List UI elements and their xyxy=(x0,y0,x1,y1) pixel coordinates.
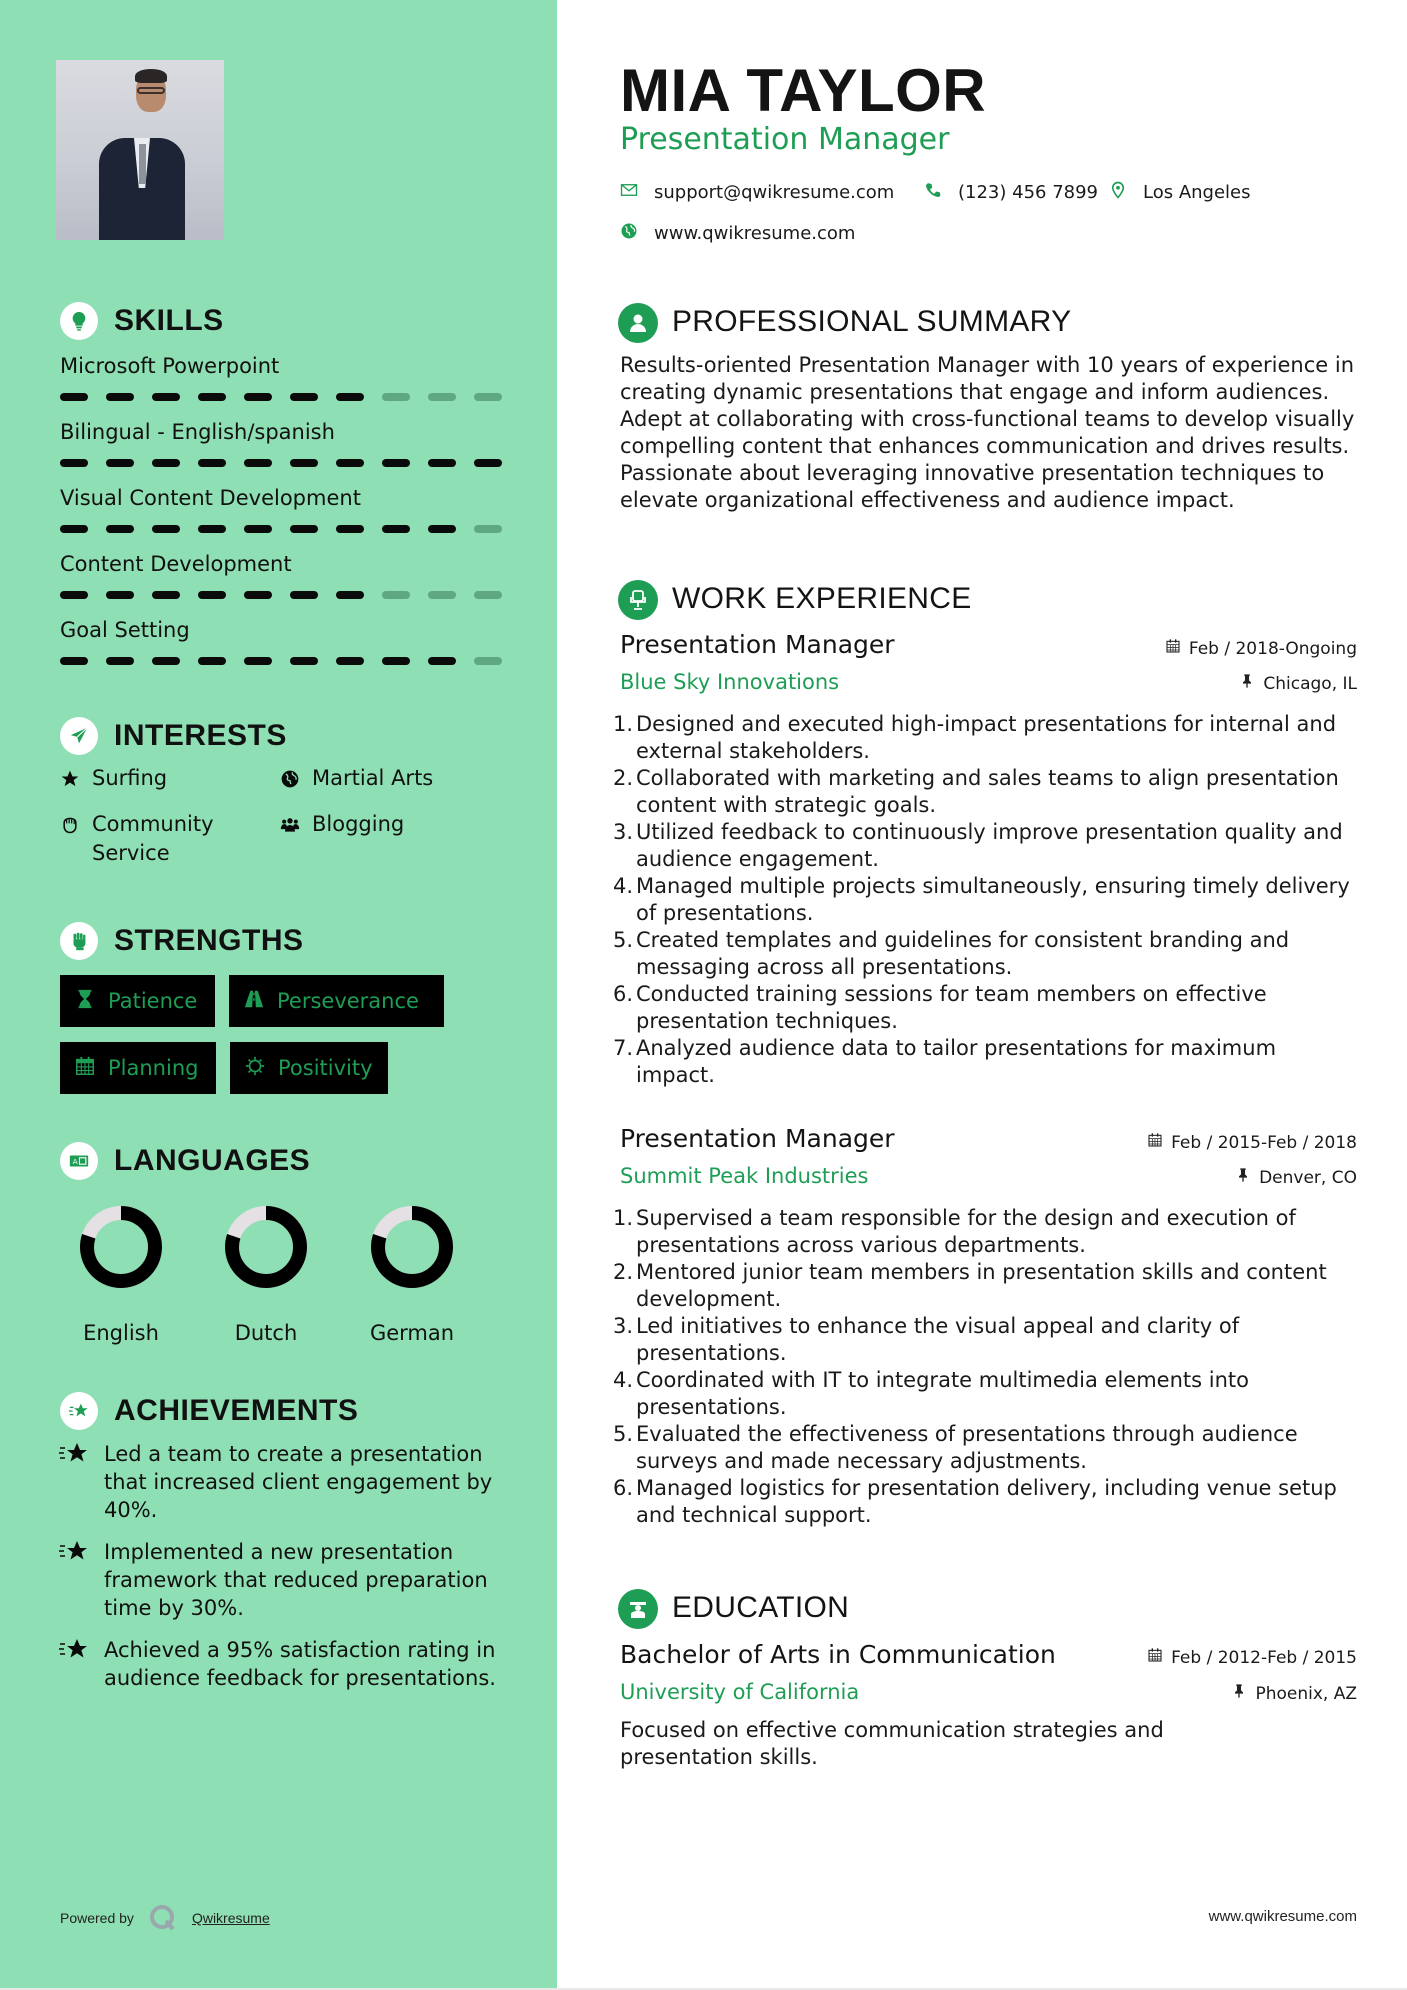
skill-level-segment xyxy=(428,459,456,467)
skill-level-segment xyxy=(152,459,180,467)
star-badge-icon xyxy=(58,1538,90,1566)
skill-level-segment xyxy=(336,393,364,401)
paper-plane-icon xyxy=(60,717,98,755)
language-proficiency-donut xyxy=(370,1205,454,1289)
job-dates: Feb / 2018-Ongoing xyxy=(1165,638,1357,659)
office-chair-icon xyxy=(618,580,658,620)
skill-level-segment xyxy=(382,591,410,599)
skill-level-segment xyxy=(60,591,88,599)
skill-rating-bar xyxy=(60,459,502,467)
skill-level-segment xyxy=(428,393,456,401)
candidate-role: Presentation Manager xyxy=(620,122,950,157)
interest-item: Community Service xyxy=(58,810,214,868)
responsibility-item: 2. Mentored junior team members in presentation skills and content development. xyxy=(612,1260,1327,1311)
interest-item: Martial Arts xyxy=(278,764,433,793)
sun-icon xyxy=(244,1055,266,1082)
skill-level-segment xyxy=(474,459,502,467)
education-heading: EDUCATION xyxy=(672,1591,850,1624)
skill-level-segment xyxy=(106,459,134,467)
education-dates: Feb / 2012-Feb / 2015 xyxy=(1147,1647,1357,1668)
skill-level-segment xyxy=(428,657,456,665)
pushpin-icon xyxy=(1235,1167,1251,1188)
responsibility-item: 5. Created templates and guidelines for consistent branding and messaging across all presentations. xyxy=(612,928,1290,979)
users-icon xyxy=(278,810,302,839)
responsibility-item: 4. Managed multiple projects simultaneously, ensuring timely delivery of presentations. xyxy=(612,874,1350,925)
responsibility-item: 5. Evaluated the effectiveness of presentations through audience surveys and made necessary adjustments. xyxy=(612,1422,1298,1473)
hourglass-icon xyxy=(74,988,96,1015)
candidate-name: MIA TAYLOR xyxy=(620,57,987,124)
translate-icon xyxy=(60,1142,98,1180)
company-name: Summit Peak Industries xyxy=(620,1164,869,1188)
achievements-heading: ACHIEVEMENTS xyxy=(114,1394,359,1427)
skill-level-segment xyxy=(198,459,226,467)
qwikresume-logo-icon xyxy=(148,1903,178,1933)
road-icon xyxy=(243,988,265,1015)
skill-level-segment xyxy=(428,591,456,599)
skill-level-segment xyxy=(290,657,318,665)
language-item: English xyxy=(76,1205,166,1345)
calendar-icon xyxy=(1147,1647,1163,1668)
powered-by: Powered by Qwikresume xyxy=(60,1903,270,1933)
responsibility-item: 4. Coordinated with IT to integrate multimedia elements into presentations. xyxy=(612,1368,1249,1419)
skill-level-segment xyxy=(198,657,226,665)
skill-level-segment xyxy=(290,591,318,599)
job-dates: Feb / 2015-Feb / 2018 xyxy=(1147,1132,1357,1153)
star-badge-icon xyxy=(58,1636,90,1664)
responsibility-item: 3. Led initiatives to enhance the visual appeal and clarity of presentations. xyxy=(612,1314,1240,1365)
education-description: Focused on effective communication strategies and presentation skills. xyxy=(620,1718,1164,1769)
skill-level-segment xyxy=(474,591,502,599)
contact-website: www.qwikresume.com xyxy=(620,222,855,245)
skill-level-segment xyxy=(198,591,226,599)
skill-label: Microsoft Powerpoint xyxy=(60,354,280,378)
globe-icon xyxy=(620,222,638,245)
interest-item: Blogging xyxy=(278,810,404,839)
sidebar xyxy=(0,0,557,1988)
skill-level-segment xyxy=(198,393,226,401)
qwikresume-link[interactable]: Qwikresume xyxy=(191,1910,270,1926)
skill-level-segment xyxy=(244,591,272,599)
strengths-heading: STRENGTHS xyxy=(114,924,304,957)
skill-level-segment xyxy=(60,657,88,665)
school-name: University of California xyxy=(620,1680,860,1704)
skill-level-segment xyxy=(152,525,180,533)
calendar-icon xyxy=(1165,638,1181,659)
graduate-icon xyxy=(618,1589,658,1629)
map-pin-icon xyxy=(1109,181,1127,204)
skill-level-segment xyxy=(106,657,134,665)
strength-badge: Planning xyxy=(60,1042,216,1094)
skill-level-segment xyxy=(106,393,134,401)
skill-label: Visual Content Development xyxy=(60,486,361,510)
job-title: Presentation Manager xyxy=(620,630,895,659)
responsibility-item: 7. Analyzed audience data to tailor presentations for maximum impact. xyxy=(612,1036,1277,1087)
achievement-item: Implemented a new presentation framework that reduced preparation time by 30%. xyxy=(58,1538,498,1622)
skill-rating-bar xyxy=(60,525,502,533)
skill-level-segment xyxy=(152,393,180,401)
strength-badge: Positivity xyxy=(230,1042,388,1094)
skill-level-segment xyxy=(336,525,364,533)
job-responsibilities xyxy=(612,711,1360,1089)
skill-level-segment xyxy=(60,393,88,401)
skill-level-segment xyxy=(152,591,180,599)
skill-level-segment xyxy=(474,657,502,665)
pushpin-icon xyxy=(1239,673,1255,694)
languages-heading: LANGUAGES xyxy=(114,1144,311,1177)
pushpin-icon xyxy=(1231,1683,1247,1704)
responsibility-item: 2. Collaborated with marketing and sales teams to align presentation content with strategic goals. xyxy=(612,766,1339,817)
profile-photo xyxy=(56,60,224,240)
skill-level-segment xyxy=(198,525,226,533)
skills-heading: SKILLS xyxy=(114,304,224,337)
hand-icon xyxy=(58,810,82,839)
achievement-item: Achieved a 95% satisfaction rating in audience feedback for presentations. xyxy=(58,1636,498,1692)
job-location: Chicago, IL xyxy=(1239,673,1357,694)
strength-badge: Patience xyxy=(60,975,215,1027)
user-icon xyxy=(618,303,658,343)
language-proficiency-donut xyxy=(224,1205,308,1289)
skill-level-segment xyxy=(428,525,456,533)
experience-heading: WORK EXPERIENCE xyxy=(672,582,972,615)
calendar-icon xyxy=(1147,1132,1163,1153)
strength-badge: Perseverance xyxy=(229,975,444,1027)
skill-level-segment xyxy=(382,657,410,665)
degree-title: Bachelor of Arts in Communication xyxy=(620,1640,1056,1669)
responsibility-item: 1. Supervised a team responsible for the design and execution of presentations across various departments. xyxy=(612,1206,1296,1257)
skill-level-segment xyxy=(60,459,88,467)
star-badge-icon xyxy=(60,1392,98,1430)
lightbulb-icon xyxy=(60,302,98,340)
skill-level-segment xyxy=(474,525,502,533)
responsibility-item: 1. Designed and executed high-impact presentations for internal and external stakeholders. xyxy=(612,712,1337,763)
skill-rating-bar xyxy=(60,393,502,401)
skill-level-segment xyxy=(106,525,134,533)
fist-icon xyxy=(60,922,98,960)
responsibility-item: 6. Conducted training sessions for team members on effective presentation techniques. xyxy=(612,982,1267,1033)
skill-level-segment xyxy=(244,459,272,467)
language-item: German xyxy=(367,1205,457,1345)
skill-level-segment xyxy=(290,393,318,401)
contact-phone: (123) 456 7899 xyxy=(924,181,1098,204)
skill-level-segment xyxy=(60,525,88,533)
job-location: Denver, CO xyxy=(1235,1167,1357,1188)
skill-level-segment xyxy=(152,657,180,665)
company-name: Blue Sky Innovations xyxy=(620,670,840,694)
achievement-item: Led a team to create a presentation that increased client engagement by 40%. xyxy=(58,1440,498,1524)
skill-level-segment xyxy=(336,657,364,665)
interests-heading: INTERESTS xyxy=(114,719,287,752)
skill-level-segment xyxy=(336,459,364,467)
skill-rating-bar xyxy=(60,657,502,665)
footer-website-link[interactable]: www.qwikresume.com xyxy=(1208,1908,1357,1925)
svg-text:A: A xyxy=(72,1157,78,1167)
summary-heading: PROFESSIONAL SUMMARY xyxy=(672,305,1072,338)
skill-rating-bar xyxy=(60,591,502,599)
skill-level-segment xyxy=(474,393,502,401)
skill-level-segment xyxy=(106,591,134,599)
contact-location: Los Angeles xyxy=(1109,181,1251,204)
star-badge-icon xyxy=(58,1440,90,1468)
envelope-icon xyxy=(620,181,638,204)
contact-email: support@qwikresume.com xyxy=(620,181,894,204)
globe-icon xyxy=(278,764,302,793)
star-icon xyxy=(58,764,82,793)
skill-level-segment xyxy=(290,525,318,533)
responsibility-item: 6. Managed logistics for presentation delivery, including venue setup and technical support. xyxy=(612,1476,1337,1527)
skill-level-segment xyxy=(290,459,318,467)
skill-level-segment xyxy=(244,525,272,533)
skill-label: Bilingual - English/spanish xyxy=(60,420,335,444)
skill-label: Content Development xyxy=(60,552,292,576)
education-location: Phoenix, AZ xyxy=(1231,1683,1357,1704)
skill-level-segment xyxy=(244,393,272,401)
calendar-icon xyxy=(74,1055,96,1082)
summary-text: Results-oriented Presentation Manager with 10 years of experience in creating dynamic presentations that engage and inform audiences. Adept at collaborating with cross-functional teams to develop visually compelling content that enhances communication and drives results. Passionate about leveraging innovative presentation techniques to elevate organizational effectiveness and audience impact. xyxy=(620,353,1355,512)
language-item: Dutch xyxy=(221,1205,311,1345)
job-responsibilities xyxy=(612,1205,1360,1529)
skill-level-segment xyxy=(336,591,364,599)
skill-level-segment xyxy=(382,459,410,467)
skill-level-segment xyxy=(244,657,272,665)
interest-item: Surfing xyxy=(58,764,167,793)
phone-icon xyxy=(924,181,942,204)
skill-level-segment xyxy=(382,525,410,533)
skill-level-segment xyxy=(382,393,410,401)
job-title: Presentation Manager xyxy=(620,1124,895,1153)
language-proficiency-donut xyxy=(79,1205,163,1289)
skill-label: Goal Setting xyxy=(60,618,190,642)
responsibility-item: 3. Utilized feedback to continuously improve presentation quality and audience engagement. xyxy=(612,820,1343,871)
